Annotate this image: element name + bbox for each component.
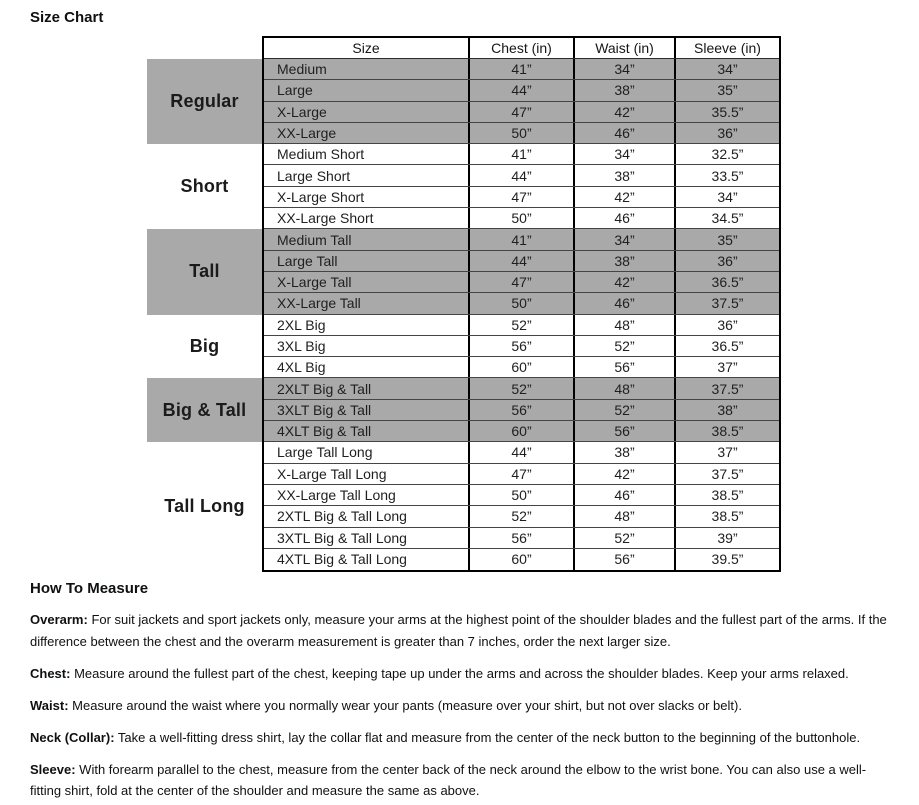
category-label: Tall Long [164,495,245,516]
waist-cell: 42” [575,102,676,122]
chest-cell: 44” [470,165,575,185]
measure-text: For suit jackets and sport jackets only, measure your arms at the highest point of the shoulder blades and the fullest part of the arms. If the difference between the chest and the overarm measurement is greater than 7 inches, order the next larger size. [30,612,887,649]
chest-cell: 52” [470,506,575,526]
category-label: Regular [170,91,239,112]
sleeve-cell: 38.5” [711,423,744,440]
table-row [264,80,779,101]
sleeve-cell: 35.5” [711,103,744,120]
how-to-measure-section [30,580,890,805]
size-cell: 4XL Big [264,357,470,377]
measure-item-neck [30,727,890,749]
waist-cell: 56” [575,421,676,441]
chest-cell: 50” [470,123,575,143]
sleeve-cell: 38” [717,401,738,418]
waist-cell: 46” [575,123,676,143]
waist-cell: 46” [575,293,676,313]
waist-cell: 34” [575,59,676,79]
category-label: Big [189,336,220,356]
chest-cell: 41” [470,144,575,164]
waist-cell: 48” [575,378,676,398]
column-header-sleeve: Sleeve (in) [694,40,761,56]
table-row [264,357,779,378]
sleeve-cell: 34.5” [711,210,744,227]
page-title: Size Chart [30,9,104,26]
waist-cell: 42” [575,464,676,484]
measure-text: Take a well-fitting dress shirt, lay the collar flat and measure from the center of the neck button to the beginning of the buttonhole. [117,729,861,745]
size-cell: Medium Short [264,144,470,164]
chest-cell: 52” [470,315,575,335]
chest-cell: 50” [470,485,575,505]
chest-cell: 52” [470,378,575,398]
measure-item-chest [30,663,890,685]
table-row [264,123,779,144]
size-cell: Large [264,80,470,100]
waist-cell: 34” [575,229,676,249]
size-cell: 3XL Big [264,336,470,356]
table-row [264,208,779,229]
table-header-row [264,38,779,59]
size-cell: Medium [264,59,470,79]
sleeve-cell: 36” [717,316,738,333]
measure-item-waist [30,695,890,717]
size-cell: Large Tall Long [264,442,470,462]
waist-cell: 56” [575,357,676,377]
waist-cell: 38” [575,442,676,462]
waist-cell: 52” [575,528,676,548]
size-cell: XX-Large Short [264,208,470,228]
size-chart-table [262,36,781,572]
waist-cell: 46” [575,208,676,228]
category-label: Tall [189,261,220,282]
size-cell: 2XL Big [264,315,470,335]
measure-term: Overarm: [30,612,88,627]
table-row [264,421,779,442]
chest-cell: 44” [470,251,575,271]
sleeve-cell: 38.5” [711,508,744,525]
chest-cell: 60” [470,421,575,441]
sleeve-cell: 35” [717,231,738,248]
sleeve-cell: 39” [717,529,738,546]
size-cell: Large Short [264,165,470,185]
chest-cell: 47” [470,102,575,122]
how-to-measure-heading: How To Measure [30,580,149,597]
chest-cell: 47” [470,187,575,207]
waist-cell: 48” [575,315,676,335]
column-header-chest: Chest (in) [470,38,575,58]
chest-cell: 56” [470,336,575,356]
waist-cell: 46” [575,485,676,505]
table-row [264,400,779,421]
chest-cell: 56” [470,400,575,420]
sleeve-cell: 37.5” [711,465,744,482]
waist-cell: 38” [575,80,676,100]
table-row [264,272,779,293]
sleeve-cell: 34” [717,61,738,78]
size-cell: 4XTL Big & Tall Long [264,549,470,570]
size-cell: X-Large [264,102,470,122]
table-row [264,549,779,570]
measure-term: Neck (Collar): [30,729,115,745]
sleeve-cell: 37.5” [711,295,744,312]
sleeve-cell: 34” [717,188,738,205]
table-row [264,59,779,80]
waist-cell: 48” [575,506,676,526]
table-row [264,378,779,399]
table-row [264,102,779,123]
category-big [147,315,262,379]
measure-term: Waist: [30,697,69,713]
category-label: Short [180,176,229,197]
chest-cell: 50” [470,208,575,228]
category-label: Big & Tall [162,399,247,420]
chest-cell: 50” [470,293,575,313]
measure-text: Measure around the fullest part of the chest, keeping tape up under the arms and across the shoulder blades. Keep your arms relaxed. [74,665,849,681]
measure-item-sleeve [30,759,890,802]
sleeve-cell: 35” [717,82,738,99]
waist-cell: 56” [575,549,676,570]
sleeve-cell: 37” [717,444,738,461]
table-row [264,336,779,357]
table-row [264,464,779,485]
size-cell: 2XTL Big & Tall Long [264,506,470,526]
sleeve-cell: 37” [717,359,738,376]
category-tall-long [147,442,262,570]
waist-cell: 38” [575,165,676,185]
chest-cell: 41” [470,59,575,79]
table-row [264,144,779,165]
column-header-size: Size [264,38,470,58]
size-cell: 3XLT Big & Tall [264,400,470,420]
size-cell: Large Tall [264,251,470,271]
table-row [264,165,779,186]
category-tall [147,229,262,314]
category-column [147,59,262,570]
table-row [264,485,779,506]
size-cell: 4XLT Big & Tall [264,421,470,441]
sleeve-cell: 36.5” [711,338,744,354]
waist-cell: 38” [575,251,676,271]
size-cell: XX-Large Tall [264,293,470,313]
sleeve-cell: 38.5” [711,487,744,504]
size-cell: X-Large Short [264,187,470,207]
sleeve-cell: 36” [717,125,738,142]
chest-cell: 47” [470,272,575,292]
sleeve-cell: 33.5” [711,167,744,184]
table-row [264,442,779,463]
table-row [264,528,779,549]
sleeve-cell: 37.5” [711,380,744,397]
measure-text: Measure around the waist where you normally wear your pants (measure over your shirt, but not over slacks or belt). [72,697,742,713]
column-header-waist: Waist (in) [575,38,676,58]
size-cell: XX-Large Tall Long [264,485,470,505]
table-row [264,506,779,527]
chest-cell: 41” [470,229,575,249]
table-row [264,187,779,208]
chest-cell: 60” [470,357,575,377]
category-regular [147,59,262,144]
measure-term: Sleeve: [30,761,76,777]
measure-item-overarm [30,609,890,652]
sleeve-cell: 36” [717,252,738,269]
waist-cell: 52” [575,336,676,356]
chest-cell: 60” [470,549,575,570]
size-cell: X-Large Tall [264,272,470,292]
chest-cell: 44” [470,442,575,462]
table-row [264,251,779,272]
chest-cell: 56” [470,528,575,548]
size-cell: 2XLT Big & Tall [264,378,470,398]
sleeve-cell: 39.5” [711,551,744,568]
size-cell: 3XTL Big & Tall Long [264,528,470,548]
measure-term: Chest: [30,665,71,681]
sleeve-cell: 36.5” [711,274,744,291]
size-cell: Medium Tall [264,229,470,249]
chest-cell: 44” [470,80,575,100]
category-big-and-tall [147,378,262,442]
waist-cell: 42” [575,272,676,292]
size-cell: XX-Large [264,123,470,143]
table-row [264,229,779,250]
waist-cell: 42” [575,187,676,207]
waist-cell: 34” [575,144,676,164]
category-short [147,144,262,229]
chest-cell: 47” [470,464,575,484]
waist-cell: 52” [575,400,676,420]
sleeve-cell: 32.5” [711,146,744,163]
table-row [264,293,779,314]
table-row [264,315,779,336]
size-cell: X-Large Tall Long [264,464,470,484]
measure-text: With forearm parallel to the chest, measure from the center back of the neck around the elbow to the wrist bone. You can also use a well-fitting shirt, fold at the center of the shoulder and measure the same as above. [30,761,867,798]
